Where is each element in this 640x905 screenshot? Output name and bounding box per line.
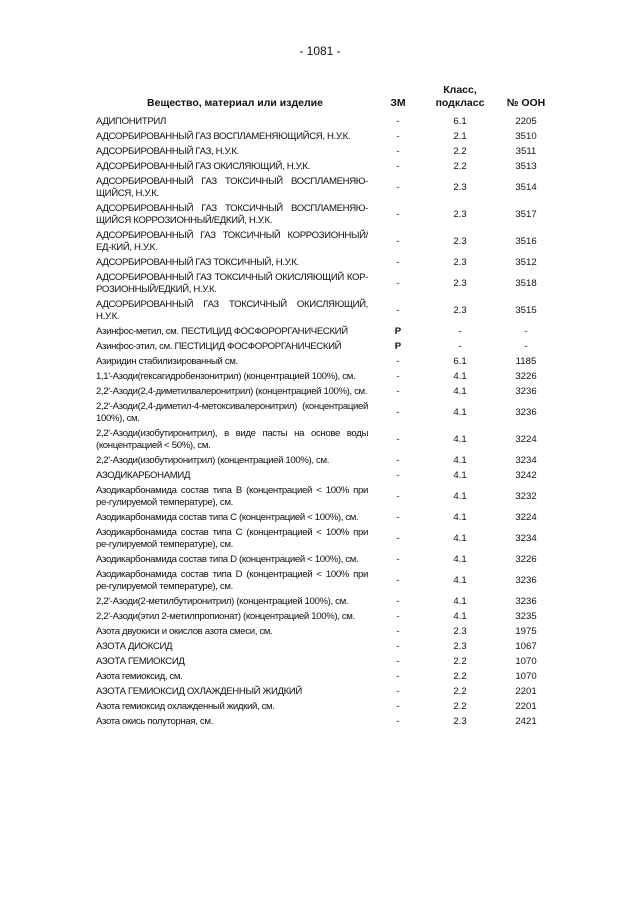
table-row: [96, 484, 554, 511]
cell-un-number: 2201: [515, 686, 537, 697]
cell-zm: -: [396, 209, 400, 220]
cell-zm: -: [396, 371, 400, 382]
table-row: [96, 355, 554, 370]
cell-class: 2.2: [453, 686, 467, 697]
cell-zm: -: [396, 434, 400, 445]
cell-name: 2,2'-Азоди(2,4-диметилвалеронитрил) (концентрацией 100%), см.: [96, 386, 368, 397]
cell-zm: Р: [394, 326, 402, 337]
cell-class: 4.1: [453, 554, 467, 565]
cell-zm: -: [396, 554, 400, 565]
cell-un-number: 3226: [515, 371, 537, 382]
cell-un-number: 3234: [515, 533, 537, 544]
cell-un-number: 3234: [515, 455, 537, 466]
cell-un-number: 3236: [515, 596, 537, 607]
table-row: [96, 700, 554, 715]
cell-name: АДСОРБИРОВАННЫЙ ГАЗ ТОКСИЧНЫЙ ВОСПЛАМЕНЯЮ-ЩИЙСЯ КОРРОЗИОННЫЙ/ЕДКИЙ, Н.У.К.: [96, 203, 368, 226]
table-row: [96, 715, 554, 730]
table-header-row: [96, 84, 554, 115]
cell-zm: -: [396, 533, 400, 544]
cell-name: АДСОРБИРОВАННЫЙ ГАЗ ТОКСИЧНЫЙ ОКИСЛЯЮЩИЙ, Н.У.К.: [96, 299, 368, 322]
table-row: [96, 256, 554, 271]
table-row: [96, 685, 554, 700]
cell-name: Азота окись полуторная, см.: [96, 716, 213, 727]
cell-name: Азодикарбонамида состав типа С (концентрацией < 100% при ре-гулируемой температуре), см.: [96, 527, 368, 550]
cell-name: АДСОРБИРОВАННЫЙ ГАЗ ТОКСИЧНЫЙ, Н.У.К.: [96, 257, 299, 268]
cell-class: 2.2: [453, 161, 467, 172]
header-name: Вещество, материал или изделие: [147, 97, 323, 109]
cell-un-number: 2201: [515, 701, 537, 712]
cell-zm: -: [396, 161, 400, 172]
cell-zm: -: [396, 470, 400, 481]
cell-zm: -: [396, 407, 400, 418]
table-row: [96, 370, 554, 385]
table-row: [96, 526, 554, 553]
table-row: [96, 145, 554, 160]
cell-name: 2,2'-Азоди(изобутиронитрил) (концентрацией 100%), см.: [96, 455, 330, 466]
cell-un-number: 3510: [515, 131, 537, 142]
cell-zm: -: [396, 626, 400, 637]
cell-name: АДСОРБИРОВАННЫЙ ГАЗ ТОКСИЧНЫЙ КОРРОЗИОННЫЙ/ЕД-КИЙ, Н.У.К.: [96, 230, 368, 253]
cell-class: 2.3: [453, 626, 467, 637]
cell-zm: -: [396, 386, 400, 397]
cell-class: -: [458, 341, 462, 352]
cell-zm: -: [396, 641, 400, 652]
cell-zm: -: [396, 611, 400, 622]
table-row: [96, 670, 554, 685]
cell-zm: -: [396, 701, 400, 712]
cell-un-number: 3518: [515, 278, 537, 289]
cell-un-number: -: [524, 341, 528, 352]
cell-zm: -: [396, 278, 400, 289]
cell-class: 4.1: [453, 575, 467, 586]
cell-zm: -: [396, 257, 400, 268]
cell-name: АДСОРБИРОВАННЫЙ ГАЗ ОКИСЛЯЮЩИЙ, Н.У.К.: [96, 161, 310, 172]
cell-name: Азота гемиоксид охлажденный жидкий, см.: [96, 701, 275, 712]
table-row: [96, 568, 554, 595]
cell-zm: -: [396, 716, 400, 727]
cell-class: 2.3: [453, 278, 467, 289]
cell-un-number: 1185: [515, 356, 537, 367]
cell-class: 2.1: [453, 131, 467, 142]
header-un-number: № ООН: [506, 97, 546, 109]
cell-name: АДИПОНИТРИЛ: [96, 116, 166, 127]
cell-zm: -: [396, 656, 400, 667]
header-class: Класс, подкласс: [435, 84, 485, 109]
cell-zm: -: [396, 455, 400, 466]
cell-class: 6.1: [453, 356, 467, 367]
cell-zm: -: [396, 356, 400, 367]
cell-name: Азодикарбонамида состав типа В (концентрацией < 100% при ре-гулируемой температуре), см.: [96, 485, 368, 508]
table-row: [96, 610, 554, 625]
cell-class: 2.2: [453, 146, 467, 157]
cell-zm: -: [396, 596, 400, 607]
cell-name: АДСОРБИРОВАННЫЙ ГАЗ ТОКСИЧНЫЙ ОКИСЛЯЮЩИЙ КОР-РОЗИОННЫЙ/ЕДКИЙ, Н.У.К.: [96, 272, 368, 295]
header-zm: ЗМ: [390, 97, 406, 109]
cell-name: АЗОТА ГЕМИОКСИД ОХЛАЖДЕННЫЙ ЖИДКИЙ: [96, 686, 302, 697]
cell-zm: -: [396, 305, 400, 316]
cell-class: 2.3: [453, 209, 467, 220]
cell-un-number: 3232: [515, 491, 537, 502]
cell-class: 2.3: [453, 716, 467, 727]
cell-zm: -: [396, 146, 400, 157]
cell-un-number: 3236: [515, 386, 537, 397]
cell-class: 6.1: [453, 116, 467, 127]
table-row: [96, 655, 554, 670]
table-row: [96, 175, 554, 202]
cell-class: 4.1: [453, 611, 467, 622]
table-row: [96, 454, 554, 469]
table-row: [96, 427, 554, 454]
table-row: [96, 553, 554, 568]
cell-class: 4.1: [453, 407, 467, 418]
cell-un-number: 3514: [515, 182, 537, 193]
cell-name: АЗОТА ГЕМИОКСИД: [96, 656, 185, 667]
cell-un-number: 3517: [515, 209, 537, 220]
table-row: [96, 595, 554, 610]
cell-un-number: 2205: [515, 116, 537, 127]
cell-zm: -: [396, 575, 400, 586]
cell-un-number: 3512: [515, 257, 537, 268]
cell-un-number: 3224: [515, 512, 537, 523]
table-row: [96, 298, 554, 325]
cell-class: 2.3: [453, 182, 467, 193]
page-number: - 1081 -: [299, 44, 341, 58]
cell-zm: Р: [394, 341, 402, 352]
cell-class: 4.1: [453, 470, 467, 481]
cell-class: 2.2: [453, 656, 467, 667]
table-row: [96, 625, 554, 640]
cell-name: АДСОРБИРОВАННЫЙ ГАЗ ВОСПЛАМЕНЯЮЩИЙСЯ, Н.У.К.: [96, 131, 351, 142]
table-row: [96, 115, 554, 130]
cell-class: 2.2: [453, 701, 467, 712]
cell-name: АДСОРБИРОВАННЫЙ ГАЗ ТОКСИЧНЫЙ ВОСПЛАМЕНЯЮ-ЩИЙСЯ, Н.У.К.: [96, 176, 368, 199]
cell-class: 4.1: [453, 533, 467, 544]
cell-un-number: 3516: [515, 236, 537, 247]
cell-name: 1,1'-Азоди(гексагидробензонитрил) (концентрацией 100%), см.: [96, 371, 356, 382]
substances-table: [96, 84, 554, 730]
table-row: [96, 202, 554, 229]
cell-name: 2,2'-Азоди(этил 2-метилпропионат) (концентрацией 100%), см.: [96, 611, 355, 622]
cell-name: Азинфос-этил, см. ПЕСТИЦИД ФОСФОРОРГАНИЧЕСКИЙ: [96, 341, 342, 352]
cell-name: 2,2'-Азоди(2-метилбутиронитрил) (концентрацией 100%), см.: [96, 596, 349, 607]
table-row: [96, 469, 554, 484]
cell-un-number: 1975: [515, 626, 537, 637]
cell-un-number: 3224: [515, 434, 537, 445]
cell-class: 4.1: [453, 371, 467, 382]
cell-name: АЗОДИКАРБОНАМИД: [96, 470, 191, 481]
cell-zm: -: [396, 491, 400, 502]
cell-name: АДСОРБИРОВАННЫЙ ГАЗ, Н.У.К.: [96, 146, 239, 157]
cell-un-number: 3236: [515, 407, 537, 418]
cell-un-number: 1070: [515, 656, 537, 667]
cell-un-number: 2421: [515, 716, 537, 727]
cell-un-number: 1067: [515, 641, 537, 652]
cell-un-number: -: [524, 326, 528, 337]
cell-zm: -: [396, 116, 400, 127]
cell-un-number: 3235: [515, 611, 537, 622]
table-row: [96, 340, 554, 355]
cell-zm: -: [396, 512, 400, 523]
cell-un-number: 3511: [515, 146, 537, 157]
cell-name: 2,2'-Азоди(изобутиронитрил), в виде пасты на основе воды (концентрацией < 50%), см.: [96, 428, 368, 451]
cell-class: 2.2: [453, 671, 467, 682]
cell-class: 4.1: [453, 455, 467, 466]
cell-un-number: 1070: [515, 671, 537, 682]
table-row: [96, 511, 554, 526]
cell-class: 2.3: [453, 257, 467, 268]
cell-class: 2.3: [453, 641, 467, 652]
cell-name: Азота гемиоксид, см.: [96, 671, 183, 682]
cell-class: 4.1: [453, 512, 467, 523]
table-row: [96, 160, 554, 175]
cell-name: 2,2'-Азоди(2,4-диметил-4-метоксивалеронитрил) (концентрацией 100%), см.: [96, 401, 368, 424]
table-row: [96, 325, 554, 340]
cell-un-number: 3515: [515, 305, 537, 316]
cell-un-number: 3226: [515, 554, 537, 565]
cell-zm: -: [396, 671, 400, 682]
cell-class: 4.1: [453, 434, 467, 445]
cell-class: 4.1: [453, 491, 467, 502]
cell-name: Азиридин стабилизированный см.: [96, 356, 238, 367]
cell-class: 2.3: [453, 236, 467, 247]
cell-name: Азодикарбонамида состав типа С (концентрацией < 100%), см.: [96, 512, 359, 523]
cell-name: Азота двуокиси и окислов азота смеси, см.: [96, 626, 273, 637]
cell-zm: -: [396, 236, 400, 247]
table-row: [96, 271, 554, 298]
cell-un-number: 3513: [515, 161, 537, 172]
cell-name: Азодикарбонамида состав типа D (концентрацией < 100%), см.: [96, 554, 359, 565]
cell-name: Азинфос-метил, см. ПЕСТИЦИД ФОСФОРОРГАНИЧЕСКИЙ: [96, 326, 348, 337]
cell-zm: -: [396, 182, 400, 193]
cell-zm: -: [396, 131, 400, 142]
table-row: [96, 385, 554, 400]
table-row: [96, 640, 554, 655]
table-row: [96, 130, 554, 145]
cell-class: 4.1: [453, 386, 467, 397]
cell-un-number: 3242: [515, 470, 537, 481]
cell-zm: -: [396, 686, 400, 697]
cell-name: АЗОТА ДИОКСИД: [96, 641, 173, 652]
table-row: [96, 229, 554, 256]
cell-name: Азодикарбонамида состав типа D (концентрацией < 100% при ре-гулируемой температуре), см.: [96, 569, 368, 592]
cell-un-number: 3236: [515, 575, 537, 586]
cell-class: -: [458, 326, 462, 337]
cell-class: 4.1: [453, 596, 467, 607]
cell-class: 2.3: [453, 305, 467, 316]
table-row: [96, 400, 554, 427]
